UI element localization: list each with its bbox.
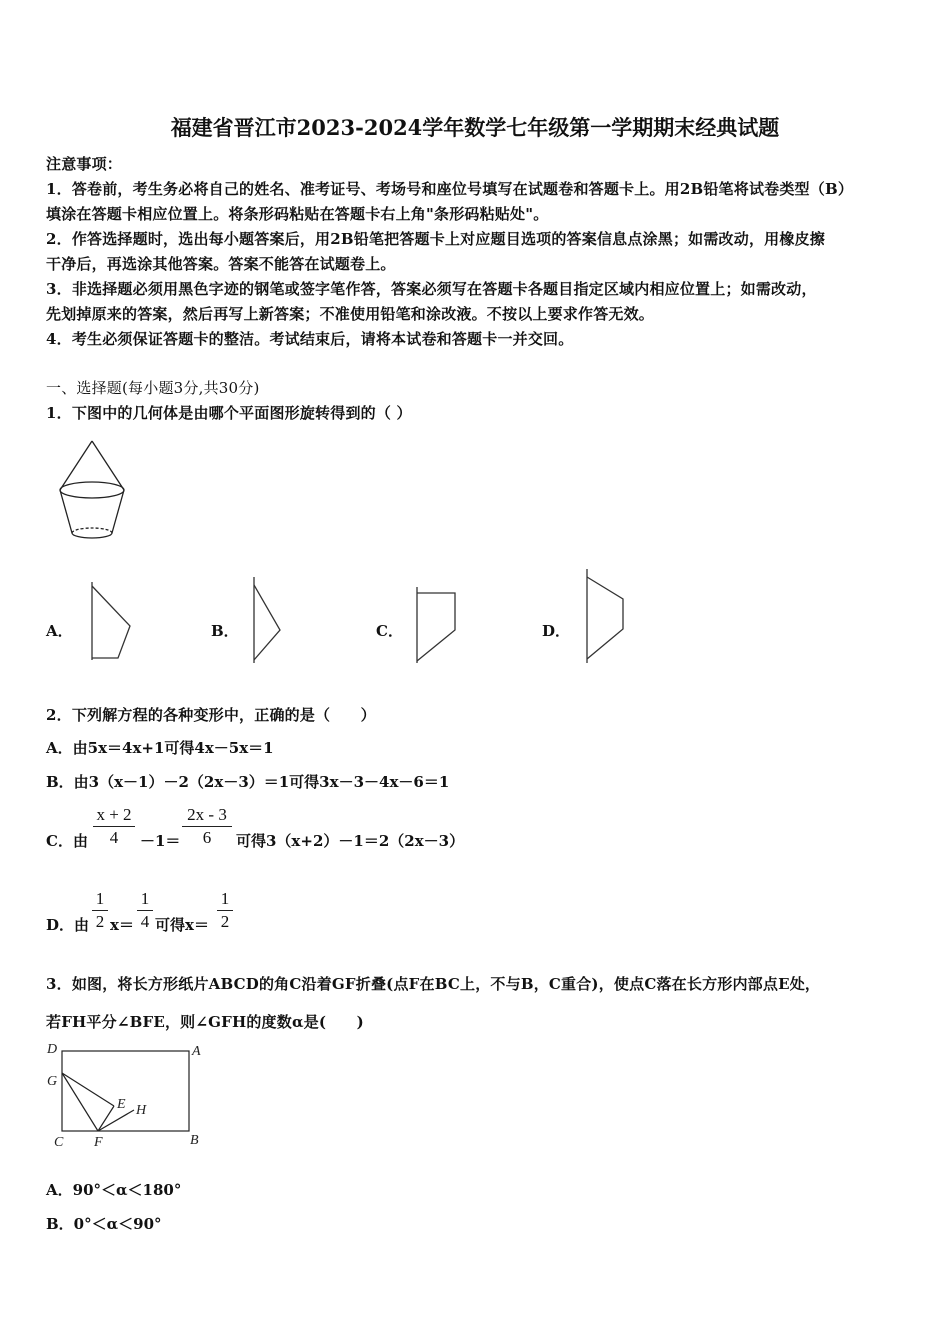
question-3-line-2: 若FH平分∠BFE，则∠GFH的度数α是( ) <box>46 1013 364 1031</box>
notice-line: 先划掉原来的答案，然后再写上新答案；不准使用铅笔和涂改液。不按以上要求作答无效。 <box>46 305 655 323</box>
notice-heading: 注意事项： <box>46 155 123 173</box>
notice-line: 3．非选择题必须用黑色字迹的钢笔或签字笔作答，答案必须写在答题卡各题目指定区域内相应位置上；如需改动， <box>46 280 817 298</box>
fraction-denominator: 6 <box>202 828 212 847</box>
q3-option-b[interactable]: B．0°＜α＜90° <box>46 1215 162 1233</box>
label-h: H <box>136 1103 147 1118</box>
q1-option-d[interactable]: D． <box>542 622 571 640</box>
fraction-denominator: 2 <box>95 912 105 931</box>
label-c: C <box>54 1135 64 1150</box>
q1-option-c-shape <box>413 585 463 665</box>
q1-option-d-shape <box>583 567 633 667</box>
q3-rectangle-fold-figure <box>44 1040 214 1152</box>
q2-option-a[interactable]: A．由5x＝4x+1可得4x－5x＝1 <box>46 739 274 757</box>
q2-option-b[interactable]: B．由3（x－1）－2（2x－3）＝1可得3x－3－4x－6＝1 <box>46 773 450 791</box>
question-3-line-1: 3．如图，将长方形纸片ABCD的角C沿着GF折叠(点F在BC上，不与B，C重合)，使点C落在长方形内部点E处， <box>46 975 821 993</box>
q1-option-b[interactable]: B． <box>211 622 239 640</box>
q1-option-b-shape <box>250 575 290 665</box>
fraction-denominator: 4 <box>109 828 119 847</box>
q2-option-d-mid: 可得x＝ <box>155 916 209 934</box>
q2-c-fraction-1 <box>93 805 135 848</box>
fraction-numerator: 2x - 3 <box>187 805 227 824</box>
label-f: F <box>94 1135 103 1150</box>
page-title: 福建省晋江市2023-2024学年数学七年级第一学期期末经典试题 <box>170 115 780 140</box>
label-b: B <box>190 1133 199 1148</box>
q2-c-fraction-2 <box>182 805 232 848</box>
q2-option-c-prefix[interactable]: C．由 <box>46 832 88 850</box>
section-heading: 一、选择题(每小题3分,共30分) <box>46 379 260 397</box>
fraction-numerator: 1 <box>95 889 105 908</box>
q2-option-c-suffix: 可得3（x+2）－1＝2（2x－3） <box>236 832 465 850</box>
q1-option-a[interactable]: A． <box>46 622 73 640</box>
q1-option-a-shape <box>88 580 138 665</box>
fraction-numerator: 1 <box>220 889 230 908</box>
fraction-numerator: 1 <box>140 889 150 908</box>
notice-line: 2．作答选择题时，选出每小题答案后，用2B铅笔把答题卡上对应题目选项的答案信息点涂黑；如需改动，用橡皮擦 <box>46 230 825 248</box>
fraction-numerator: x + 2 <box>96 805 132 824</box>
notice-line: 4．考生必须保证答题卡的整洁。考试结束后，请将本试卷和答题卡一并交回。 <box>46 330 574 348</box>
q1-option-c[interactable]: C． <box>376 622 403 640</box>
q1-solid-figure <box>50 436 160 546</box>
fraction-denominator: 4 <box>140 912 150 931</box>
label-e: E <box>117 1097 126 1112</box>
q2-option-d-x1: x＝ <box>110 916 134 934</box>
q3-option-a[interactable]: A．90°＜α＜180° <box>46 1181 182 1199</box>
q2-option-c-mid: －1＝ <box>140 832 181 850</box>
question-1-text: 1．下图中的几何体是由哪个平面图形旋转得到的（ ） <box>46 404 412 422</box>
notice-line: 填涂在答题卡相应位置上。将条形码粘贴在答题卡右上角"条形码粘贴处"。 <box>46 205 549 223</box>
notice-line: 干净后，再选涂其他答案。答案不能答在试题卷上。 <box>46 255 396 273</box>
notice-line: 1．答卷前，考生务必将自己的姓名、准考证号、考场号和座位号填写在试题卷和答题卡上。用2B铅笔将试卷类型（B） <box>46 180 854 198</box>
question-2-text: 2．下列解方程的各种变形中，正确的是（ ） <box>46 706 376 724</box>
q2-d-fraction-2 <box>137 889 153 932</box>
q2-d-fraction-1 <box>92 889 108 932</box>
q2-d-fraction-3 <box>217 889 233 932</box>
label-a: A <box>192 1044 201 1059</box>
label-d: D <box>47 1042 58 1057</box>
fraction-denominator: 2 <box>220 912 230 931</box>
label-g: G <box>47 1074 58 1089</box>
q2-option-d-prefix[interactable]: D．由 <box>46 916 90 934</box>
